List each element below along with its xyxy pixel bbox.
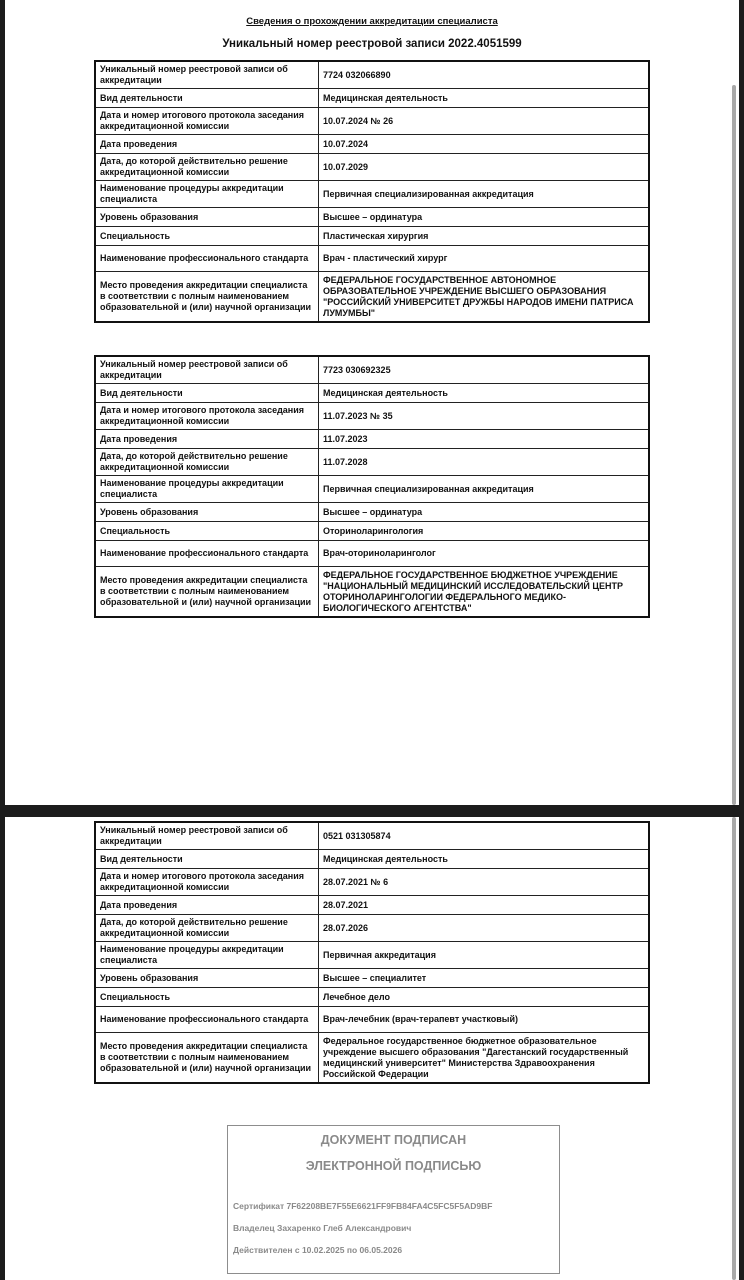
accreditation-table-2 bbox=[94, 355, 650, 618]
row-value: Медицинская деятельность bbox=[319, 850, 650, 869]
row-value: Оториноларингология bbox=[319, 522, 650, 541]
table-row bbox=[95, 969, 649, 988]
document-page-1 bbox=[5, 0, 739, 805]
row-value: 7723 030692325 bbox=[319, 356, 650, 384]
row-label: Специальность bbox=[95, 988, 319, 1007]
row-label: Дата, до которой действительно решение аккредитационной комиссии bbox=[95, 449, 319, 476]
table-row bbox=[95, 1007, 649, 1033]
row-value: Врач - пластический хирург bbox=[319, 246, 650, 272]
row-value: 28.07.2026 bbox=[319, 915, 650, 942]
row-value: Высшее – специалитет bbox=[319, 969, 650, 988]
table-row bbox=[95, 1033, 649, 1084]
row-label: Место проведения аккредитации специалиста в соответствии с полным наименованием образовательной и (или) научной организации bbox=[95, 272, 319, 323]
stamp-line-1: ДОКУМЕНТ ПОДПИСАН bbox=[320, 1133, 467, 1147]
accreditation-table-1 bbox=[94, 60, 650, 323]
row-label: Дата и номер итогового протокола заседания аккредитационной комиссии bbox=[95, 869, 319, 896]
table-row bbox=[95, 108, 649, 135]
table-row bbox=[95, 988, 649, 1007]
scrollbar[interactable] bbox=[732, 817, 736, 1280]
stamp-certificate: Сертификат 7F62208BE7F55E6621FF9FB84FA4C5FC5F5AD9BF bbox=[233, 1201, 493, 1211]
table-row bbox=[95, 135, 649, 154]
row-value: ФЕДЕРАЛЬНОЕ ГОСУДАРСТВЕННОЕ БЮДЖЕТНОЕ УЧРЕЖДЕНИЕ "НАЦИОНАЛЬНЫЙ МЕДИЦИНСКИЙ ИССЛЕДОВАТЕЛЬСКИЙ ЦЕНТР ОТОРИНОЛАРИНГОЛОГИИ ФЕДЕРАЛЬНОГО МЕДИКО-БИОЛОГИЧЕСКОГО АГЕНТСТВА" bbox=[319, 567, 650, 618]
table-row bbox=[95, 430, 649, 449]
row-label: Уникальный номер реестровой записи об аккредитации bbox=[95, 356, 319, 384]
table-row bbox=[95, 449, 649, 476]
row-label: Вид деятельности bbox=[95, 384, 319, 403]
row-label: Дата, до которой действительно решение аккредитационной комиссии bbox=[95, 915, 319, 942]
table-row bbox=[95, 227, 649, 246]
row-label: Уровень образования bbox=[95, 208, 319, 227]
table-row bbox=[95, 567, 649, 618]
row-value: Врач-оториноларинголог bbox=[319, 541, 650, 567]
row-label: Наименование процедуры аккредитации специалиста bbox=[95, 476, 319, 503]
row-value: 28.07.2021 bbox=[319, 896, 650, 915]
row-value: 11.07.2023 bbox=[319, 430, 650, 449]
row-label: Наименование профессионального стандарта bbox=[95, 1007, 319, 1033]
row-label: Дата проведения bbox=[95, 135, 319, 154]
row-label: Дата и номер итогового протокола заседания аккредитационной комиссии bbox=[95, 403, 319, 430]
row-label: Уникальный номер реестровой записи об аккредитации bbox=[95, 61, 319, 89]
row-value: 7724 032066890 bbox=[319, 61, 650, 89]
row-value: 0521 031305874 bbox=[319, 822, 650, 850]
stamp-owner: Владелец Захаренко Глеб Александрович bbox=[233, 1223, 412, 1233]
document-subtitle: Сведения о прохождении аккредитации специалиста bbox=[246, 16, 498, 27]
row-label: Дата и номер итогового протокола заседания аккредитационной комиссии bbox=[95, 108, 319, 135]
row-value: Высшее – ординатура bbox=[319, 208, 650, 227]
row-label: Вид деятельности bbox=[95, 850, 319, 869]
row-label: Место проведения аккредитации специалиста в соответствии с полным наименованием образовательной и (или) научной организации bbox=[95, 1033, 319, 1084]
row-label: Уровень образования bbox=[95, 969, 319, 988]
scrollbar[interactable] bbox=[732, 85, 736, 805]
table-row bbox=[95, 89, 649, 108]
table-row bbox=[95, 869, 649, 896]
row-label: Место проведения аккредитации специалиста в соответствии с полным наименованием образовательной и (или) научной организации bbox=[95, 567, 319, 618]
row-value: Федеральное государственное бюджетное образовательное учреждение высшего образования "Дагестанский государственный медицинский университет" Министерства Здравоохранения Российской Федерации bbox=[319, 1033, 650, 1084]
row-value: ФЕДЕРАЛЬНОЕ ГОСУДАРСТВЕННОЕ АВТОНОМНОЕ ОБРАЗОВАТЕЛЬНОЕ УЧРЕЖДЕНИЕ ВЫСШЕГО ОБРАЗОВАНИЯ "РОССИЙСКИЙ УНИВЕРСИТЕТ ДРУЖБЫ НАРОДОВ ИМЕНИ ПАТРИСА ЛУМУМБЫ" bbox=[319, 272, 650, 323]
table-row bbox=[95, 822, 649, 850]
table-row bbox=[95, 356, 649, 384]
row-label: Уникальный номер реестровой записи об аккредитации bbox=[95, 822, 319, 850]
table-row bbox=[95, 246, 649, 272]
row-value: Пластическая хирургия bbox=[319, 227, 650, 246]
row-value: Первичная специализированная аккредитация bbox=[319, 181, 650, 208]
row-value: Первичная аккредитация bbox=[319, 942, 650, 969]
row-label: Уровень образования bbox=[95, 503, 319, 522]
row-value: 28.07.2021 № 6 bbox=[319, 869, 650, 896]
row-label: Дата, до которой действительно решение аккредитационной комиссии bbox=[95, 154, 319, 181]
row-label: Специальность bbox=[95, 227, 319, 246]
table-row bbox=[95, 384, 649, 403]
row-value: 10.07.2029 bbox=[319, 154, 650, 181]
row-value: 11.07.2023 № 35 bbox=[319, 403, 650, 430]
row-value: Медицинская деятельность bbox=[319, 384, 650, 403]
table-row bbox=[95, 850, 649, 869]
table-row bbox=[95, 942, 649, 969]
table-row bbox=[95, 272, 649, 323]
row-label: Наименование процедуры аккредитации специалиста bbox=[95, 942, 319, 969]
table-row bbox=[95, 61, 649, 89]
row-label: Вид деятельности bbox=[95, 89, 319, 108]
row-label: Дата проведения bbox=[95, 896, 319, 915]
table-row bbox=[95, 915, 649, 942]
row-value: 11.07.2028 bbox=[319, 449, 650, 476]
row-value: Врач-лечебник (врач-терапевт участковый) bbox=[319, 1007, 650, 1033]
row-label: Наименование профессионального стандарта bbox=[95, 246, 319, 272]
table-row bbox=[95, 896, 649, 915]
row-value: Высшее – ординатура bbox=[319, 503, 650, 522]
row-label: Наименование процедуры аккредитации специалиста bbox=[95, 181, 319, 208]
table-row bbox=[95, 181, 649, 208]
row-value: 10.07.2024 bbox=[319, 135, 650, 154]
table-row bbox=[95, 541, 649, 567]
document-title: Уникальный номер реестровой записи 2022.4051599 bbox=[222, 38, 522, 50]
accreditation-table-3 bbox=[94, 821, 650, 1084]
table-row bbox=[95, 154, 649, 181]
stamp-line-2: ЭЛЕКТРОННОЙ ПОДПИСЬЮ bbox=[305, 1159, 482, 1173]
table-row bbox=[95, 476, 649, 503]
row-value: Медицинская деятельность bbox=[319, 89, 650, 108]
table-row bbox=[95, 503, 649, 522]
document-page-2 bbox=[5, 817, 739, 1280]
row-label: Дата проведения bbox=[95, 430, 319, 449]
electronic-signature-stamp bbox=[227, 1125, 560, 1274]
row-value: Первичная специализированная аккредитация bbox=[319, 476, 650, 503]
row-value: Лечебное дело bbox=[319, 988, 650, 1007]
row-label: Наименование профессионального стандарта bbox=[95, 541, 319, 567]
row-value: 10.07.2024 № 26 bbox=[319, 108, 650, 135]
table-row bbox=[95, 522, 649, 541]
table-row bbox=[95, 403, 649, 430]
row-label: Специальность bbox=[95, 522, 319, 541]
stamp-validity: Действителен с 10.02.2025 по 06.05.2026 bbox=[233, 1245, 403, 1255]
table-row bbox=[95, 208, 649, 227]
